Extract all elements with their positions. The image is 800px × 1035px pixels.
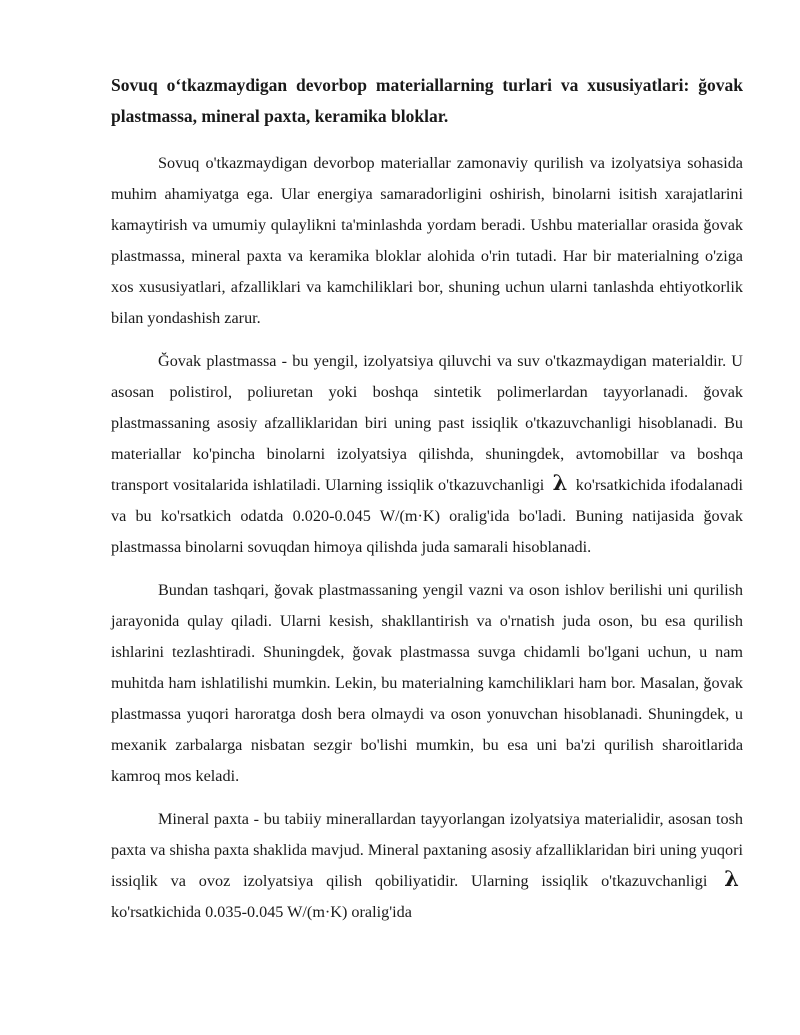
document-title: Sovuq oʻtkazmaydigan devorbop materiallarning turlari va xususiyatlari: ğovak plastmassa, mineral paxta, keramika bloklar. [111,75,743,126]
paragraph-text: ko'rsatkichida 0.035-0.045 W/(m·K) oralig'ida [111,903,412,921]
paragraph-text: ko'rsatkichida ifodalanadi va bu ko'rsatkich odatda 0.020-0.045 W/(m·K) oralig'ida bo'ladi. Buning natijasida ğovak plastmassa binolarni sovuqdan himoya qilishda juda samarali hisoblanadi. [111,476,743,556]
paragraph-text: Ğovak plastmassa - bu yengil, izolyatsiya qiluvchi va suv o'tkazmaydigan materialdir. U asosan polistirol, poliuretan yoki boshqa sintetik polimerlardan tayyorlanadi. ğovak plastmassaning asosiy afzalliklaridan biri uning past issiqlik o'tkazuvchanligi hisoblanadi. Bu materiallar ko'pincha binolarni izolyatsiya qilishda, shuningdek, avtomobillar va boshqa transport vositalarida ishlatiladi. Ularning issiqlik o'tkazuvchanligi [111,352,743,494]
lambda-symbol: λ [552,470,568,495]
lambda-symbol: λ [724,866,739,891]
paragraph-text: Mineral paxta - bu tabiiy minerallardan tayyorlangan izolyatsiya materialidir, asosan tosh paxta va shisha paxta shaklida mavjud. Mineral paxtaning asosiy afzalliklaridan biri uning yuqori issiqlik va ovoz izolyatsiya qilish qobiliyatidir. Ularning issiqlik o'tkazuvchanligi [111,810,743,890]
paragraph-porous-plastic [111,346,743,563]
paragraph-intro: Sovuq o'tkazmaydigan devorbop materiallar zamonaviy qurilish va izolyatsiya sohasida muhim ahamiyatga ega. Ular energiya samaradorligini oshirish, binolarni isitish xarajatlarini kamaytirish va umumiy qulaylikni ta'minlashda yordam beradi. Ushbu materiallar orasida ğovak plastmassa, mineral paxta va keramika bloklar alohida o'rin tutadi. Har bir materialning o'ziga xos xususiyatlari, afzalliklari va kamchiliklari bor, shuning uchun ularni tanlashda ehtiyotkorlik bilan yondashish zarur. [111,154,743,327]
paragraph-mineral-wool [111,804,743,928]
paragraph-advantages: Bundan tashqari, ğovak plastmassaning yengil vazni va oson ishlov berilishi uni qurilish jarayonida qulay qiladi. Ularni kesish, shakllantirish va o'rnatish juda oson, bu esa qurilish ishlarini tezlashtiradi. Shuningdek, ğovak plastmassa suvga chidamli bo'lgani uchun, u nam muhitda ham ishlatilishi mumkin. Lekin, bu materialning kamchiliklari ham bor. Masalan, ğovak plastmassa yuqori haroratga dosh bera olmaydi va oson yonuvchan hisoblanadi. Shuningdek, u mexanik zarbalarga nisbatan sezgir bo'lishi mumkin, bu esa uni ba'zi qurilish sharoitlarida kamroq mos keladi. [111,581,743,785]
